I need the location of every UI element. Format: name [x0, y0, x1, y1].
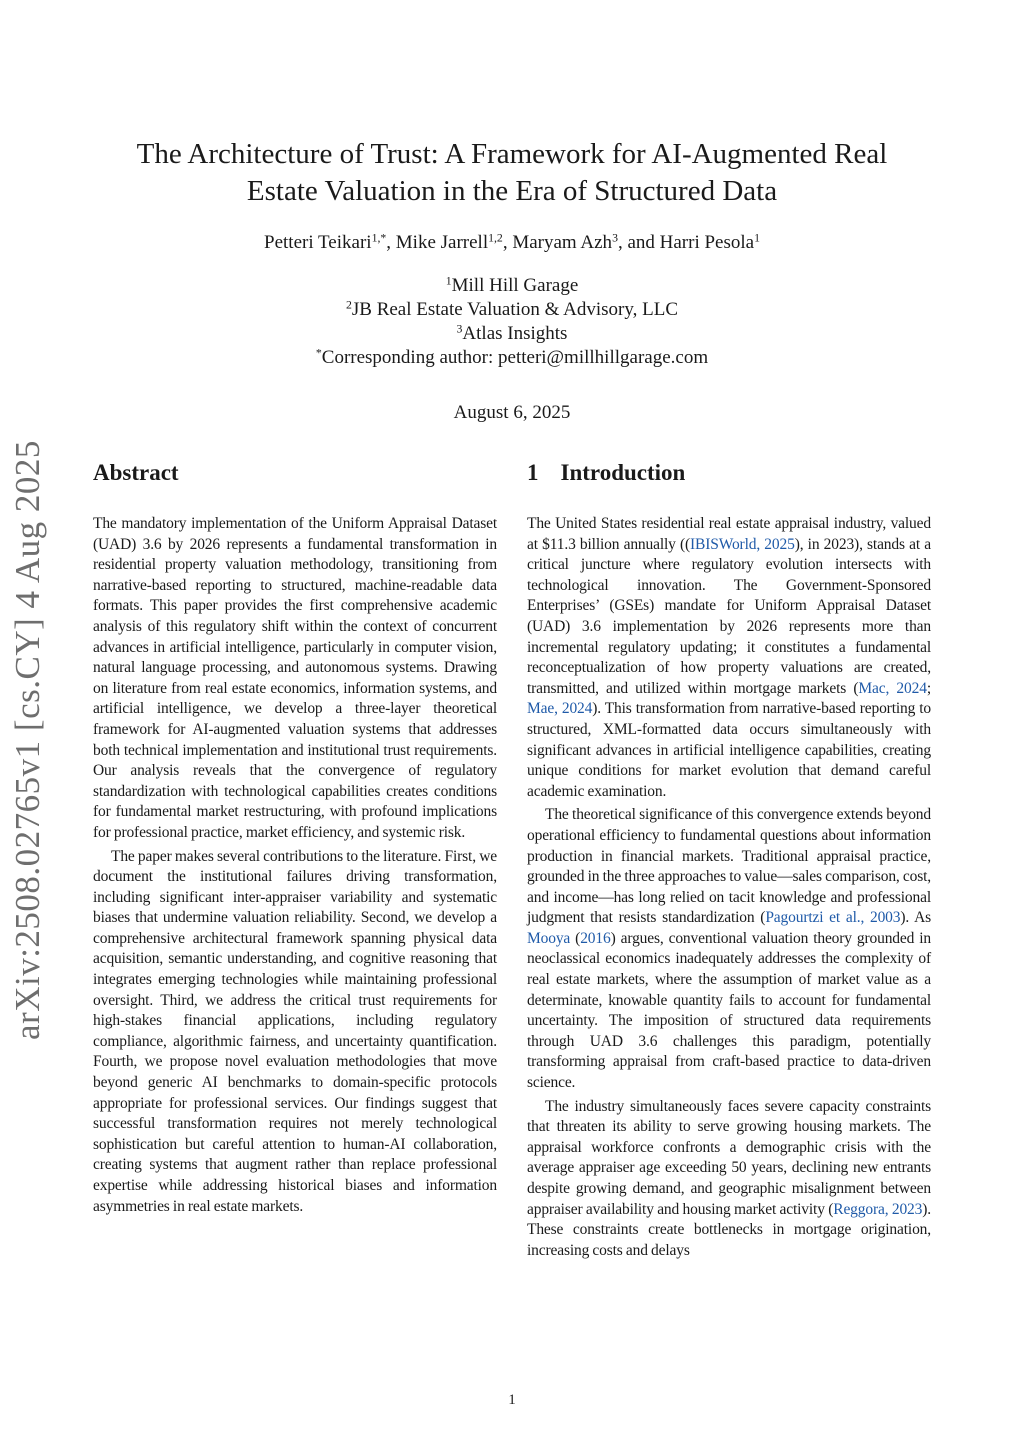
affiliation-mark: 1	[445, 274, 452, 288]
abstract-paragraph: The paper makes several contributions to the literature. First, we document the institutional failures driving transformation, including significant inter-appraiser variability and systematic biases that undermine valuation reliability. Second, we develop a comprehensive architectural framework spanning physical data acquisition, semantic understanding, and cognitive reasoning that integrates emerging technologies while maintaining professional oversight. Third, we address the critical trust requirements for high-stakes financial applications, including regulatory compliance, algorithmic fairness, and uncertainty quantification. Fourth, we propose novel evaluation methodologies that move beyond generic AI benchmarks to domain-specific protocols appropriate for professional services. Our findings suggest that successful transformation requires not merely technological sophistication but careful attention to human-AI collaboration, creating systems that augment rather than replace professional expertise while addressing historical biases and information asymmetries in real estate markets.	[93, 847, 497, 1215]
abstract-column	[93, 460, 497, 1217]
paragraph-text: The industry simultaneously faces severe capacity constraints that threaten its ability to serve growing housing markets. The appraisal workforce confronts a demographic crisis with the average appraiser age exceeding 50 years, declining new entrants despite growing demand, and geographic misalignment between appraiser availability and housing market activity (	[527, 1097, 931, 1218]
introduction-paragraph	[527, 805, 931, 1093]
affiliation	[100, 298, 924, 322]
introduction-paragraph	[527, 1097, 931, 1262]
citation-link[interactable]: Pagourtzi et al., 2003	[765, 909, 901, 927]
affiliation-text: JB Real Estate Valuation & Advisory, LLC	[351, 299, 679, 320]
affiliation-text: Mill Hill Garage	[451, 275, 579, 296]
affiliation-text: Atlas Insights	[462, 323, 568, 344]
affiliation-mark: 3	[456, 322, 463, 336]
citation-link[interactable]: 2016	[580, 929, 611, 947]
author: Mike Jarrell	[395, 232, 489, 253]
affiliation	[100, 274, 924, 298]
arxiv-identifier[interactable]: arXiv:2508.02765v1 [cs.CY] 4 Aug 2025	[8, 440, 47, 1040]
affiliation-mark: *	[315, 346, 322, 360]
corresponding-author-text: Corresponding author: petteri@millhillgarage.com	[321, 347, 709, 368]
affiliation-list	[100, 274, 924, 370]
author: Harri Pesola	[659, 232, 755, 253]
author-list	[100, 232, 924, 254]
author-separator: ,	[386, 232, 396, 253]
citation-link[interactable]: IBISWorld, 2025	[690, 535, 795, 553]
publication-date: August 6, 2025	[453, 402, 571, 423]
section-number: 1	[527, 460, 539, 485]
citation-link[interactable]: Mooya	[527, 929, 571, 947]
introduction-heading	[527, 460, 931, 486]
affiliation-mark: 2	[345, 298, 352, 312]
citation-link[interactable]: Reggora, 2023	[833, 1200, 923, 1218]
affiliation	[100, 322, 924, 346]
page-number: 1	[508, 1392, 516, 1408]
author: Maryam Azh	[512, 232, 613, 253]
paragraph-text: The United States residential real estate appraisal industry, valued at $11.3 billion annually ((	[527, 515, 931, 553]
author-affiliation-mark: 1	[754, 231, 760, 245]
author-affiliation-mark: 1,*	[371, 231, 387, 245]
paragraph-text: ) argues, conventional valuation theory grounded in neoclassical economics inadequately addresses the complexity of real estate markets, where the assumption of market value as a determinate, knowable quantity fails to account for fundamental uncertainty. The imposition of structured data requirements through UAD 3.6 challenges this paradigm, potentially transforming appraisal from craft-based practice to data-driven science.	[527, 929, 931, 1092]
citation-link[interactable]: Mac, 2024	[858, 679, 927, 697]
author-affiliation-mark: 1,2	[488, 231, 503, 245]
author-separator: , and	[617, 232, 660, 253]
paragraph-text: (	[570, 929, 581, 947]
paragraph-text: The theoretical significance of this convergence extends beyond operational efficiency to fundamental questions about information production in financial markets. Traditional appraisal practice, grounded in the three approaches to value—sales comparison, cost, and income—has long relied on tacit knowledge and professional judgment that resists standardization (	[527, 806, 931, 927]
paper-title: The Architecture of Trust: A Framework for AI-Augmented Real Estate Valuation in the Era of Structured Data	[136, 138, 888, 207]
paragraph-text: ). This transformation from narrative-based reporting to structured, XML-formatted data occurs simultaneously with significant advances in artificial intelligence capabilities, creating unique conditions for market evolution that demand careful academic examination.	[527, 700, 931, 800]
paragraph-text: ). These constraints create bottlenecks in mortgage origination, increasing costs and delays	[527, 1200, 931, 1259]
author-affiliation-mark: 3	[612, 231, 618, 245]
corresponding-author	[100, 346, 924, 370]
author-separator: ,	[502, 232, 513, 253]
author: Petteri Teikari	[264, 232, 372, 253]
section-title: Introduction	[560, 460, 686, 485]
paragraph-text: ), in 2023), stands at a critical juncture where regulatory evolution intersects with technological innovation. The Government-Sponsored Enterprises’ (GSEs) mandate for Uniform Appraisal Dataset (UAD) 3.6 implementation by 2026 represents more than incremental regulatory updating; it constitutes a fundamental reconceptualization of how property valuations are created, transmitted, and utilized within mortgage markets (	[527, 535, 931, 697]
paragraph-text: ;	[926, 679, 931, 697]
abstract-heading: Abstract	[93, 460, 179, 485]
introduction-paragraph	[527, 514, 931, 802]
citation-link[interactable]: Mae, 2024	[527, 700, 593, 718]
abstract-paragraph: The mandatory implementation of the Uniform Appraisal Dataset (UAD) 3.6 by 2026 represents a fundamental transformation in residential property valuation methodology, transitioning from narrative-based reporting to structured, machine-readable data formats. This paper provides the first comprehensive academic analysis of this regulatory shift within the context of concurrent advances in artificial intelligence, particularly in computer vision, natural language processing, and autonomous systems. Drawing on literature from real estate economics, information systems, and artificial intelligence, we develop a three-layer theoretical framework for AI-augmented valuation systems that addresses both technical implementation and institutional trust requirements. Our analysis reveals that the convergence of regulatory standardization with technological capabilities creates conditions for fundamental market restructuring, with profound implications for professional practice, market efficiency, and systemic risk.	[93, 515, 497, 841]
introduction-column	[527, 460, 931, 1261]
paragraph-text: ). As	[900, 909, 931, 927]
